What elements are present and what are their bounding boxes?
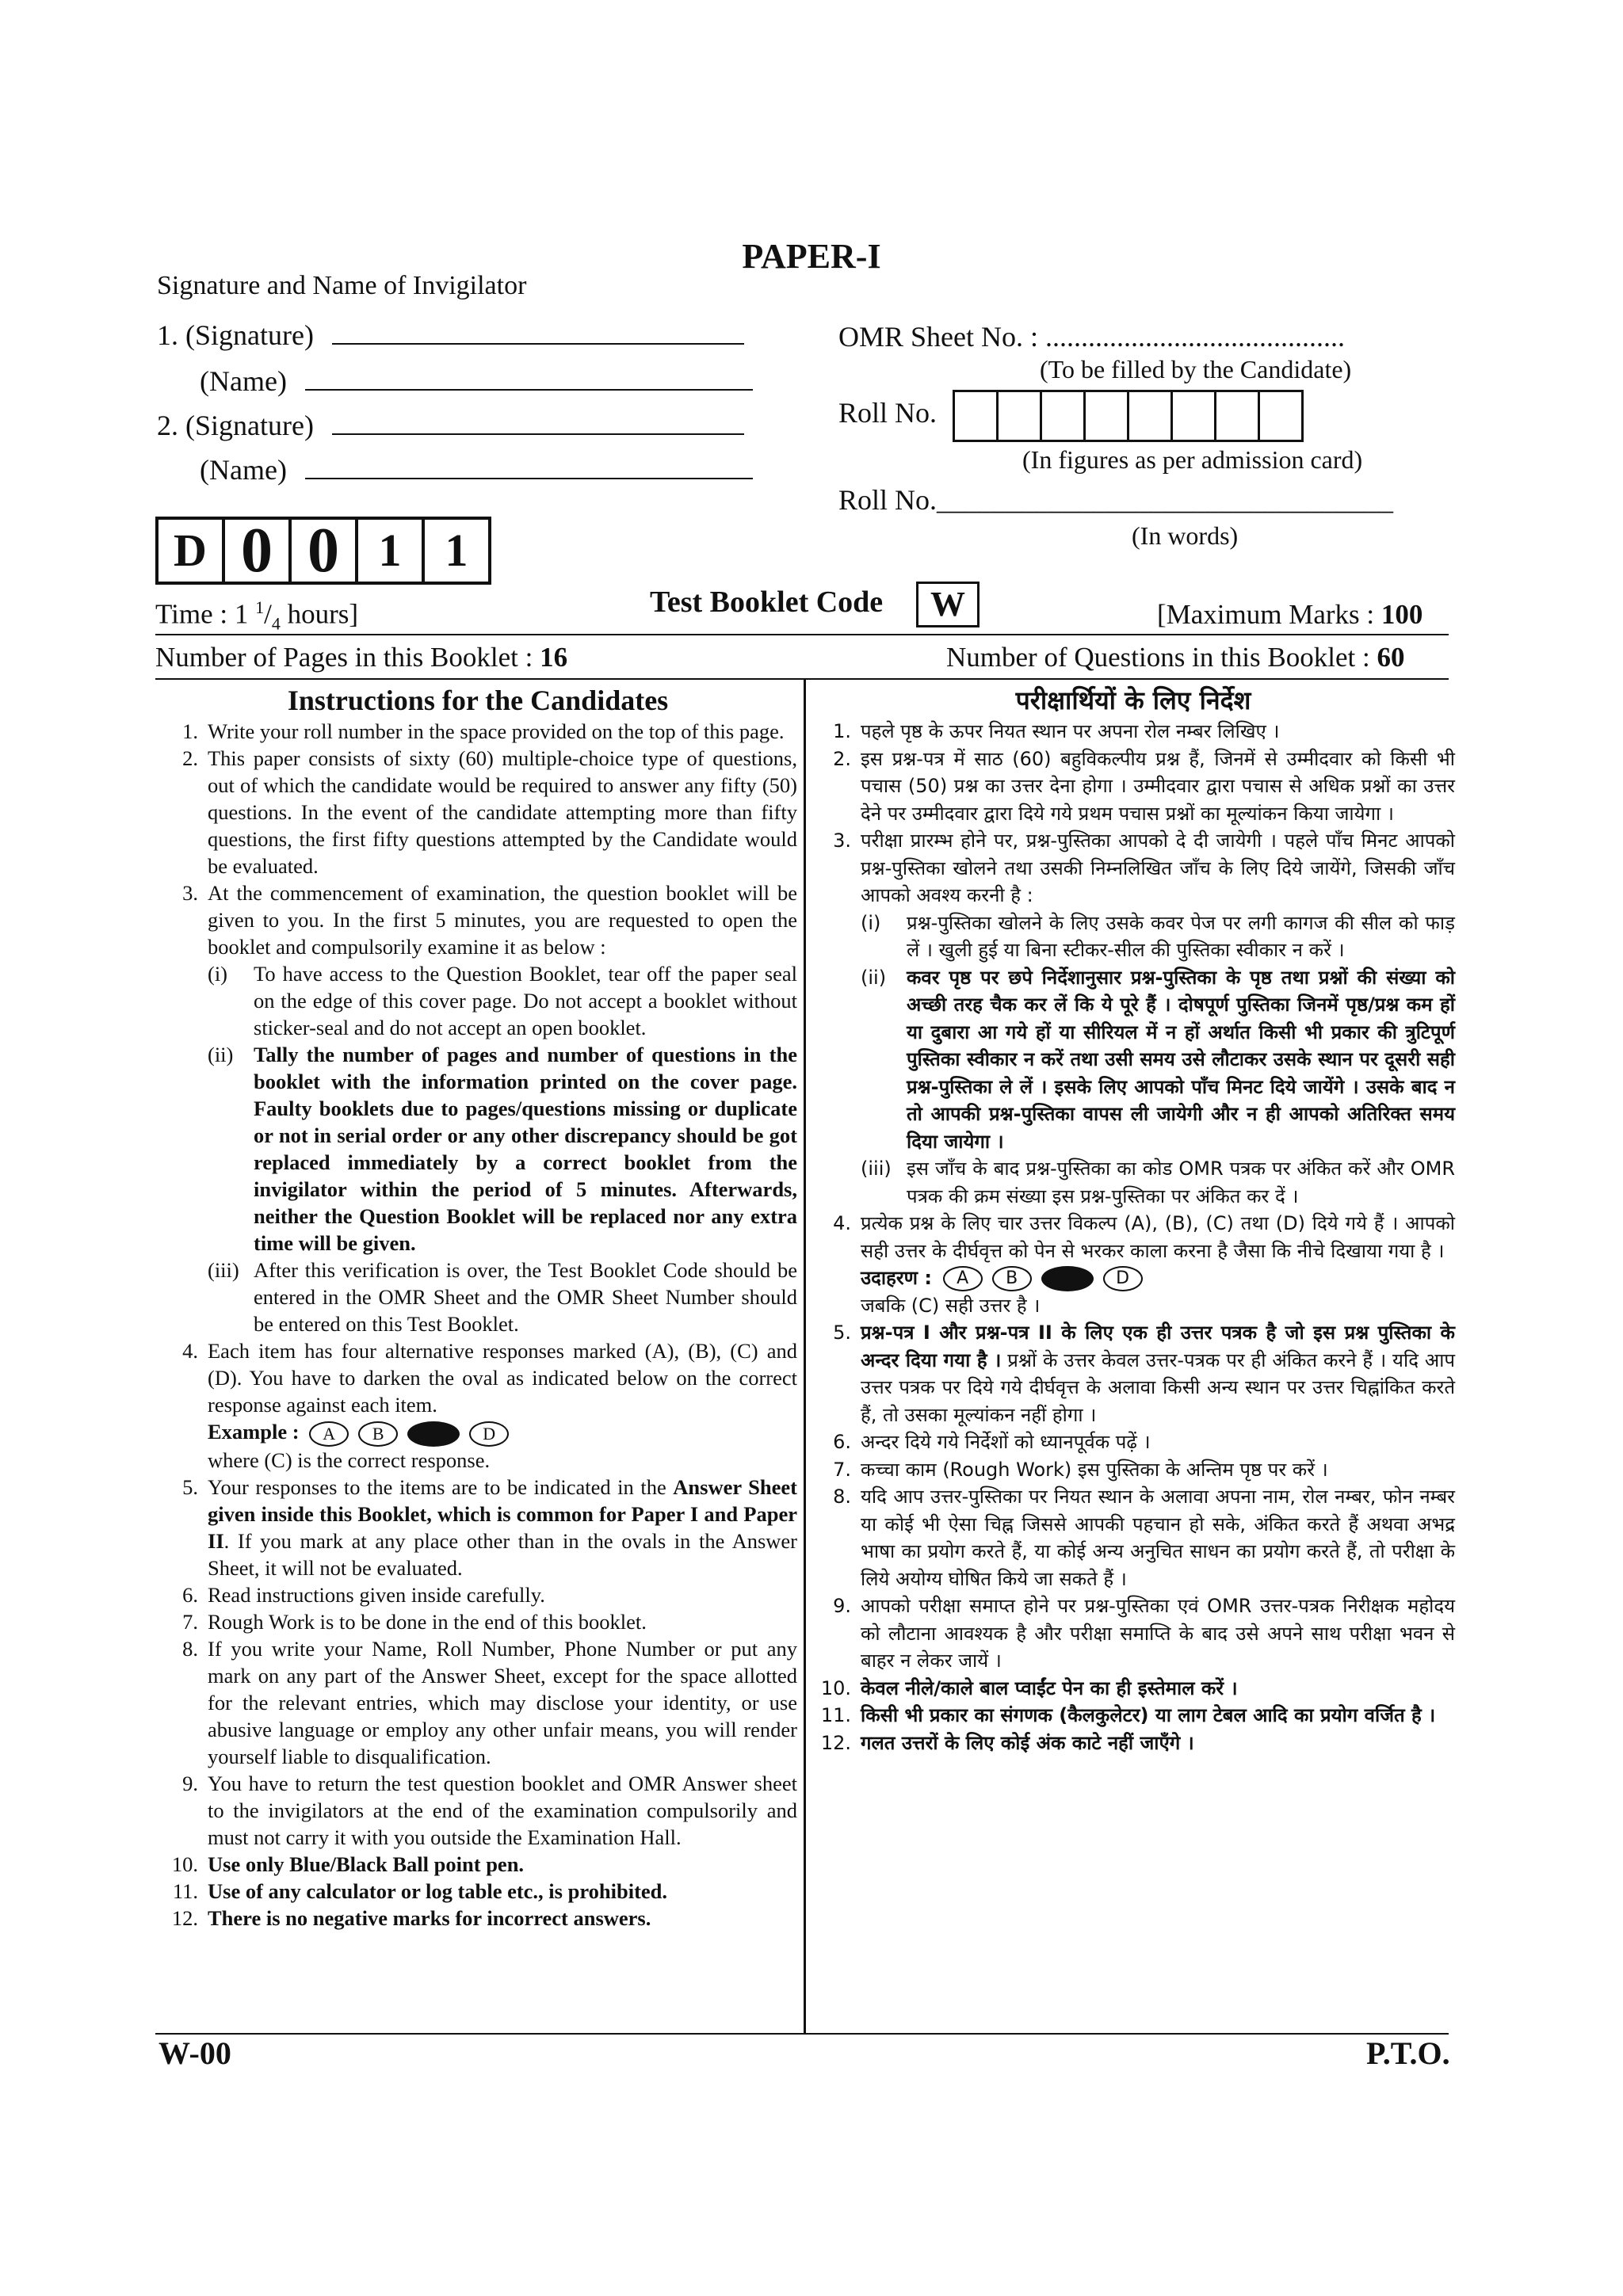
instruction-3: 3. At the commencement of examination, the question booklet will be given to you. In the first 5 minutes, you are requested to open the booklet and compulsorily examine it as below : (i) To have access to the Question Booklet, tear off the paper seal on the edge of this cover page. Do not accept a booklet without sticker-seal and do not accept an open booklet. (ii) Tally the number of pages and number of questions in the booklet with the information printed on the cover page. Faulty booklets due to pages/questions missing or duplicate or not in serial order or any other discrepancy should be got replaced immediately by a correct booklet from the invigilator within the period of 5 minutes. Afterwards, neither the Question Booklet will be replaced nor any extra time will be given. (iii) After this verification is over, the Test Booklet Code should be entered in the OMR Sheet and the OMR Sheet Number should be entered on this Test Booklet. <box>182 881 797 1336</box>
time-allowed: Time : 1 $^1/_4$ hours] <box>155 597 359 634</box>
name-line <box>305 454 753 479</box>
number-of-pages: Number of Pages in this Booklet : 16 <box>155 642 568 673</box>
paper-title: PAPER-I <box>742 237 881 276</box>
example-oval-d: D <box>469 1421 509 1447</box>
hindi-instruction-3: 3. परीक्षा प्रारम्भ होने पर, प्रश्न-पुस्तिका आपको दे दी जायेगी । पहले पाँच मिनट आपको प्रश्न-पुस्तिका खोलने तथा उसकी निम्नलिखित जाँच के लिए दिये जायेंगे, जिसकी जाँच आपको अवश्य करनी है : (i) प्रश्न-पुस्तिका खोलने के लिए उसके कवर पेज पर लगी कागज की सील को फाड़ लें । खुली हुई या बिना स्टीकर-सील की पुस्तिका स्वीकार न करें । (ii) कवर पृष्ठ पर छपे निर्देशानुसार प्रश्न-पुस्तिका के पृष्ठ तथा प्रश्नों की संख्या को अच्छी तरह चैक कर लें कि ये पूरे हैं । दोषपूर्ण पुस्तिका जिनमें पृष्ठ/प्रश्न कम हों या दुबारा आ गये हों या सीरियल में न हों अर्थात किसी भी प्रकार की त्रुटिपूर्ण पुस्तिका स्वीकार न करें तथा उसी समय उसे लौटाकर उसके स्थान पर दूसरी सही प्रश्न-पुस्तिका ले लें । इसके लिए आपको पाँच मिनट दिये जायेंगे । उसके बाद न तो आपकी प्रश्न-पुस्तिका वापस ली जायेगी और न ही आपको अतिरिक्त समय दिया जायेगा । (iii) इस जाँच के बाद प्रश्न-पुस्तिका का कोड OMR पत्रक पर अंकित करें और OMR पत्रक की क्रम संख्या इस प्रश्न-पुस्तिका पर अंकित कर दें । <box>833 830 1455 1207</box>
hindi-instruction-6: 6. अन्दर दिये गये निर्देशों को ध्यानपूर्वक पढ़ें । <box>833 1431 1151 1453</box>
code-char: 0 <box>225 520 292 582</box>
example-oval-c-filled <box>1041 1266 1094 1291</box>
code-char: D <box>158 520 225 582</box>
hindi-instruction-2: 2. इस प्रश्न-पत्र में साठ (60) बहुविकल्पीय प्रश्न हैं, जिनमें से उम्मीदवार को किसी भी पचास (50) प्रश्न का उत्तर देना होगा । उम्मीदवार द्वारा पचास से अधिक प्रश्नों का उत्तर देने पर उम्मीदवार द्वारा दिये गये प्रथम पचास प्रश्नों का मूल्यांकन किया जायेगा । <box>833 747 1455 825</box>
hindi-instruction-9: 9. आपको परीक्षा समाप्त होने पर प्रश्न-पुस्तिका एवं OMR उत्तर-पत्रक निरीक्षक महोदय को लौटाना आवश्यक है और परीक्षा समाप्ति के बाद उसे अपने साथ परीक्षा भवन से बाहर न लेकर जायें । <box>833 1595 1455 1672</box>
example-oval-b: B <box>992 1266 1032 1291</box>
column-divider <box>804 680 806 2033</box>
name-line <box>305 365 753 391</box>
hindi-instruction-4: 4. प्रत्येक प्रश्न के लिए चार उत्तर विकल्प (A), (B), (C) तथा (D) दिये गये हैं । आपको सही उत्तर के दीर्घवृत्त को पेन से भरकर काला करना है जैसा कि नीचे दिखाया गया है । उदाहरण : A B D जबकि (C) सही उत्तर है । <box>833 1212 1455 1317</box>
hindi-instruction-10: 10. केवल नीले/काले बाल प्वाईंट पेन का ही इस्तेमाल करें । <box>820 1676 1238 1699</box>
instruction-4: 4. Each item has four alternative responses marked (A), (B), (C) and (D). You have to darken the oval as indicated below on the correct response against each item. Example : A B D where (C) is the correct response. <box>182 1339 797 1472</box>
divider <box>155 2033 1449 2035</box>
code-char: 1 <box>445 524 468 576</box>
omr-note: (To be filled by the Candidate) <box>1040 355 1352 383</box>
roll-number-label: Roll No. <box>838 397 938 429</box>
instruction-8: 8. If you write your Name, Roll Number, Phone Number or put any mark on any part of the Answer Sheet, except for the space allotted for the relevant entries, which may disclose your identity, or use abusive language or employ any other unfair means, you will render yourself liable to disqualification. <box>182 1636 797 1768</box>
signature-line <box>332 319 744 345</box>
instruction-2: 2. This paper consists of sixty (60) multiple-choice type of questions, out of which the candidate would be required to answer any fifty (50) questions. In the event of the candidate attempting more than fifty questions, the first fifty questions attempted by the Candidate would be evaluated. <box>182 746 797 878</box>
words-note: (In words) <box>1132 521 1239 550</box>
test-booklet-code-label: Test Booklet Code <box>650 585 884 619</box>
footer-code: W-00 <box>158 2035 231 2071</box>
invigilator-1-signature: 1. (Signature) <box>157 318 744 352</box>
instruction-12: 12. There is no negative marks for incorrect answers. <box>171 1905 651 1930</box>
example-oval-d: D <box>1103 1266 1143 1291</box>
signature-line <box>332 410 744 435</box>
footer-pto: P.T.O. <box>1366 2035 1450 2071</box>
instruction-1: 1. Write your roll number in the space provided on the top of this page. <box>182 719 785 743</box>
code-char: 0 <box>292 520 358 582</box>
omr-sheet-number: OMR Sheet No. : .......................................... <box>838 321 1345 353</box>
english-instructions <box>158 683 797 1932</box>
code-char: 1 <box>358 520 425 582</box>
hindi-instruction-1: 1. पहले पृष्ठ के ऊपर नियत स्थान पर अपना रोल नम्बर लिखिए । <box>833 720 1280 742</box>
divider <box>155 678 1449 680</box>
paper-code-boxes <box>155 517 491 585</box>
instruction-9: 9. You have to return the test question booklet and OMR Answer sheet to the invigilators at the end of the examination compulsorily and must not carry it with you outside the Examination Hall. <box>182 1771 797 1849</box>
hindi-instructions <box>812 683 1455 1756</box>
example-oval-a: A <box>943 1266 983 1291</box>
example-oval-b: B <box>358 1421 398 1447</box>
hindi-instruction-11: 11. किसी भी प्रकार का संगणक (कैलकुलेटर) या लाग टेबल आदि का प्रयोग वर्जित है । <box>820 1704 1436 1726</box>
invigilator-2-signature: 2. (Signature) <box>157 409 744 442</box>
number-of-questions: Number of Questions in this Booklet : 60 <box>946 642 1405 673</box>
test-booklet-code: W <box>916 582 980 627</box>
instruction-7: 7. Rough Work is to be done in the end of this booklet. <box>182 1609 647 1634</box>
instruction-6: 6. Read instructions given inside carefully. <box>182 1582 545 1607</box>
hindi-instruction-5: 5. प्रश्न-पत्र I और प्रश्न-पत्र II के लिए एक ही उत्तर पत्रक है जो इस प्रश्न पुस्तिका के अन्दर दिया गया है । प्रश्नों के उत्तर केवल उत्तर-पत्रक पर ही अंकित करने हैं । यदि आप उत्तर पत्रक पर दिये गये दीर्घवृत्त के अलावा किसी अन्य स्थान पर उत्तर चिह्नांकित करते हैं, तो उसका मूल्यांकन नहीं होगा । <box>833 1322 1455 1426</box>
hindi-instruction-8: 8. यदि आप उत्तर-पुस्तिका पर नियत स्थान के अलावा अपना नाम, रोल नम्बर, फोन नम्बर या कोई भी ऐसा चिह्न जिससे आपकी पहचान हो सके, अंकित करते हैं अथवा अभद्र भाषा का प्रयोग करते हैं, या कोई अन्य अनुचित साधन का प्रयोग करते हैं, तो परीक्षा के लिये अयोग्य घोषित किये जा सकते हैं । <box>833 1486 1455 1590</box>
instruction-5: 5. Your responses to the items are to be indicated in the Answer Sheet given inside this Booklet, which is common for Paper I and Paper II. If you mark at any place other than in the ovals in the Answer Sheet, it will not be evaluated. <box>182 1474 797 1580</box>
roll-number-words: Roll No.________________________________ <box>838 484 1394 516</box>
hindi-heading: परीक्षार्थियों के लिए निर्देश <box>1015 685 1251 715</box>
invigilator-1-name: (Name) <box>200 364 753 398</box>
example-oval-a: A <box>309 1421 349 1447</box>
hindi-instruction-12: 12. गलत उत्तरों के लिए कोई अंक काटे नहीं जाएँगे । <box>820 1731 1194 1754</box>
divider <box>155 634 1449 635</box>
invigilator-2-name: (Name) <box>200 453 753 486</box>
example-oval-c-filled <box>407 1421 460 1447</box>
maximum-marks: [Maximum Marks : 100 <box>1157 599 1423 630</box>
invigilator-heading: Signature and Name of Invigilator <box>157 271 527 300</box>
hindi-instruction-7: 7. कच्चा काम (Rough Work) इस पुस्तिका के अन्तिम पृष्ठ पर करें । <box>833 1458 1328 1481</box>
roll-note: (In figures as per admission card) <box>1022 445 1363 474</box>
english-heading: Instructions for the Candidates <box>287 685 669 716</box>
instruction-11: 11. Use of any calculator or log table etc., is prohibited. <box>172 1878 668 1903</box>
roll-number-boxes[interactable] <box>953 390 1304 442</box>
instruction-10: 10. Use only Blue/Black Ball point pen. <box>171 1852 525 1876</box>
